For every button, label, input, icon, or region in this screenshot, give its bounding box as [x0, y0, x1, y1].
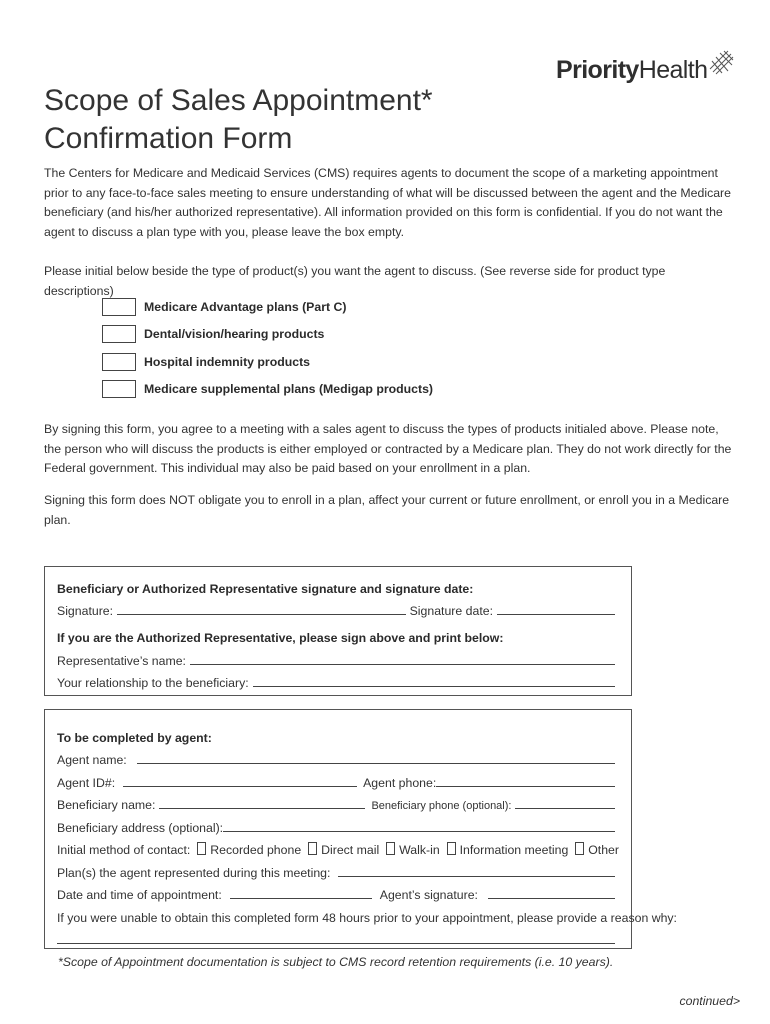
initial-box-medigap[interactable] [102, 380, 136, 398]
beneficiary-phone-field[interactable] [515, 794, 615, 809]
agent-signature-label: Agent’s signature: [379, 888, 478, 902]
option-other: Other [588, 843, 619, 857]
agent-name-label: Agent name: [57, 753, 127, 767]
option-walk-in: Walk-in [399, 843, 440, 857]
logo-text-bold: Priority [556, 55, 639, 84]
logo-text-regular: Health [638, 55, 708, 84]
logo-grid-icon [708, 49, 734, 75]
reason-line-row [57, 925, 619, 948]
agent-heading-text: To be completed by agent: [57, 730, 212, 745]
date-time-field[interactable] [230, 884, 372, 899]
product-label: Medicare Advantage plans (Part C) [144, 299, 347, 314]
agent-signature-field[interactable] [488, 884, 615, 899]
agent-phone-label: Agent phone: [363, 775, 437, 790]
beneficiary-phone-label: Beneficiary phone (optional): [371, 800, 512, 812]
beneficiary-signature-section [44, 566, 632, 696]
agent-heading [57, 722, 619, 745]
instruction-paragraph: Please initial below beside the type of product(s) you want the agent to discuss. (See reverse side for product type descriptions) [44, 264, 666, 298]
product-label: Dental/vision/hearing products [144, 327, 325, 342]
agent-name-field[interactable] [137, 749, 615, 764]
beneficiary-name-row [57, 790, 619, 813]
continued-label: continued> [679, 994, 740, 1008]
option-information-meeting: Information meeting [459, 843, 569, 857]
product-item [102, 376, 433, 404]
product-item [102, 293, 433, 321]
product-item [102, 348, 433, 376]
rep-heading [57, 618, 619, 645]
checkbox-information-meeting[interactable] [447, 842, 456, 855]
signature-row [57, 596, 619, 619]
title-line-2: Confirmation Form [44, 122, 293, 155]
beneficiary-heading-text: Beneficiary or Authorized Representative signature and signature date: [57, 581, 474, 596]
initial-box-hospital-indemnity[interactable] [102, 353, 136, 371]
priority-health-logo [556, 50, 734, 90]
beneficiary-name-field[interactable] [159, 794, 365, 809]
agent-id-label: Agent ID#: [57, 775, 116, 790]
checkbox-other[interactable] [575, 842, 584, 855]
beneficiary-address-row [57, 812, 619, 835]
rep-heading-text: If you are the Authorized Representative, please sign above and print below: [57, 631, 504, 645]
checkbox-direct-mail[interactable] [308, 842, 317, 855]
relationship-label: Your relationship to the beneficiary: [57, 676, 249, 690]
signature-date-label: Signature date: [409, 604, 493, 618]
initial-box-dental-vision-hearing[interactable] [102, 325, 136, 343]
signature-date-field[interactable] [497, 600, 615, 615]
obligation-paragraph: Signing this form does NOT obligate you to enroll in a plan, affect your current or future enrollment, or enroll you in a Medicare plan. [44, 493, 730, 527]
agent-name-row [57, 745, 619, 768]
reason-field[interactable] [57, 929, 615, 944]
option-direct-mail: Direct mail [321, 843, 380, 857]
checkbox-recorded-phone[interactable] [197, 842, 206, 855]
initial-box-medicare-advantage[interactable] [102, 298, 136, 316]
footnote: *Scope of Appointment documentation is subject to CMS record retention requirements (i.e. 10 years). [58, 955, 614, 969]
relationship-row [57, 668, 619, 691]
agent-id-row [57, 767, 619, 790]
agreement-paragraph: By signing this form, you agree to a meeting with a sales agent to discuss the types of products initialed above. Please note, the person who will discuss the products is either employed or contracted by a Medicare plan. They do not work directly for the Federal government. This individual may also be paid based on your enrollment in a plan. [44, 422, 732, 475]
title-line-1: Scope of Sales Appointment* [44, 84, 433, 117]
beneficiary-address-field[interactable] [223, 817, 615, 832]
agent-phone-field[interactable] [436, 772, 615, 787]
checkbox-walk-in[interactable] [386, 842, 395, 855]
rep-name-row [57, 645, 619, 668]
product-list [102, 293, 433, 403]
date-time-row [57, 880, 619, 903]
intro-paragraph: The Centers for Medicare and Medicaid Services (CMS) requires agents to document the scope of a marketing appointment prior to any face-to-face sales meeting to ensure understanding of what will be discussed between the agent and the Medicare beneficiary (and his/her authorized representative). All information provided on this form is confidential. If you do not want the agent to discuss a plan type with you, please leave the box empty. [44, 166, 731, 239]
page-title [44, 82, 433, 158]
contact-method-row [57, 835, 619, 858]
plans-label: Plan(s) the agent represented during this meeting: [57, 865, 331, 880]
product-item [102, 321, 433, 349]
reason-label: If you were unable to obtain this completed form 48 hours prior to your appointment, please provide a reason why: [57, 910, 677, 925]
plans-row [57, 857, 619, 880]
rep-name-field[interactable] [190, 650, 615, 665]
product-label: Medicare supplemental plans (Medigap products) [144, 382, 434, 397]
relationship-field[interactable] [253, 672, 615, 687]
contact-method-label: Initial method of contact: [57, 843, 191, 857]
logo-text [556, 56, 707, 85]
plans-field[interactable] [338, 862, 615, 877]
date-time-label: Date and time of appointment: [57, 888, 222, 902]
signature-field[interactable] [117, 600, 406, 615]
agent-id-field[interactable] [123, 772, 357, 787]
beneficiary-heading [57, 573, 619, 596]
reason-row [57, 902, 677, 925]
rep-name-label: Representative’s name: [57, 653, 186, 668]
beneficiary-address-label: Beneficiary address (optional): [57, 820, 224, 835]
product-label: Hospital indemnity products [144, 354, 311, 369]
option-recorded-phone: Recorded phone [210, 843, 302, 857]
beneficiary-name-label: Beneficiary name: [57, 798, 156, 812]
agent-section [44, 709, 677, 949]
signature-label: Signature: [57, 604, 114, 618]
